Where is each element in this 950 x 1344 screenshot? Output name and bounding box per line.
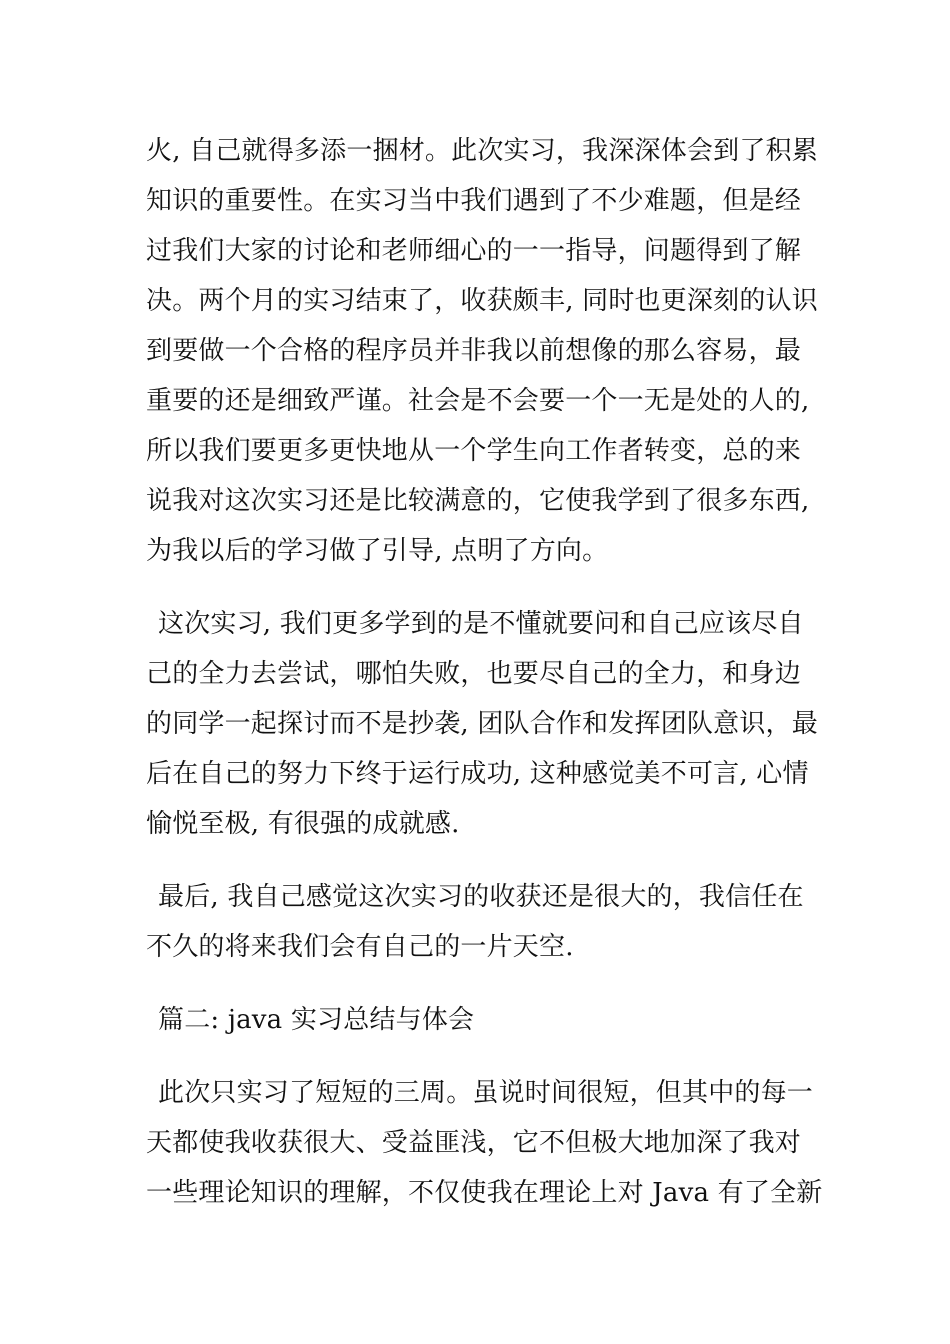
paragraph-1-line-2: 知识的重要性。在实习当中我们遇到了不少难题，但是经 (146, 186, 802, 216)
paragraph-5-line-3: 一些理论知识的理解，不仅使我在理论上对 Java 有了全新 (146, 1178, 823, 1208)
paragraph-2-line-1: 这次实习, 我们更多学到的是不懂就要问和自己应该尽自 (158, 609, 804, 639)
paragraph-1-line-6: 重要的还是细致严谨。社会是不会要一个一无是处的人的, (146, 386, 810, 416)
paragraph-5-line-1: 此次只实习了短短的三周。虽说时间很短，但其中的每一 (158, 1078, 814, 1108)
paragraph-3-line-1: 最后, 我自己感觉这次实习的收获还是很大的，我信任在 (158, 882, 804, 912)
paragraph-1-line-9: 为我以后的学习做了引导, 点明了方向。 (146, 536, 609, 566)
paragraph-2-line-5: 愉悦至极, 有很强的成就感. (146, 809, 460, 839)
paragraph-1-line-1: 火, 自己就得多添一捆材。此次实习，我深深体会到了积累 (146, 136, 818, 166)
paragraph-1-line-3: 过我们大家的讨论和老师细心的一一指导，问题得到了解 (146, 236, 802, 266)
paragraph-5-line-2: 天都使我收获很大、受益匪浅，它不但极大地加深了我对 (146, 1128, 802, 1158)
paragraph-1-line-5: 到要做一个合格的程序员并非我以前想像的那么容易，最 (146, 336, 802, 366)
paragraph-1-line-7: 所以我们要更多更快地从一个学生向工作者转变，总的来 (146, 436, 802, 466)
paragraph-1-line-4: 决。两个月的实习结束了，收获颇丰, 同时也更深刻的认识 (146, 286, 818, 316)
paragraph-2-line-3: 的同学一起探讨而不是抄袭, 团队合作和发挥团队意识，最 (146, 709, 818, 739)
paragraph-1-line-8: 说我对这次实习还是比较满意的，它使我学到了很多东西, (146, 486, 810, 516)
paragraph-2-line-4: 后在自己的努力下终于运行成功, 这种感觉美不可言, 心情 (146, 759, 809, 789)
paragraph-3-line-2: 不久的将来我们会有自己的一片天空. (146, 932, 574, 962)
section-heading: 篇二: java 实习总结与体会 (158, 1005, 475, 1035)
paragraph-2-line-2: 己的全力去尝试，哪怕失败，也要尽自己的全力，和身边 (146, 659, 802, 689)
